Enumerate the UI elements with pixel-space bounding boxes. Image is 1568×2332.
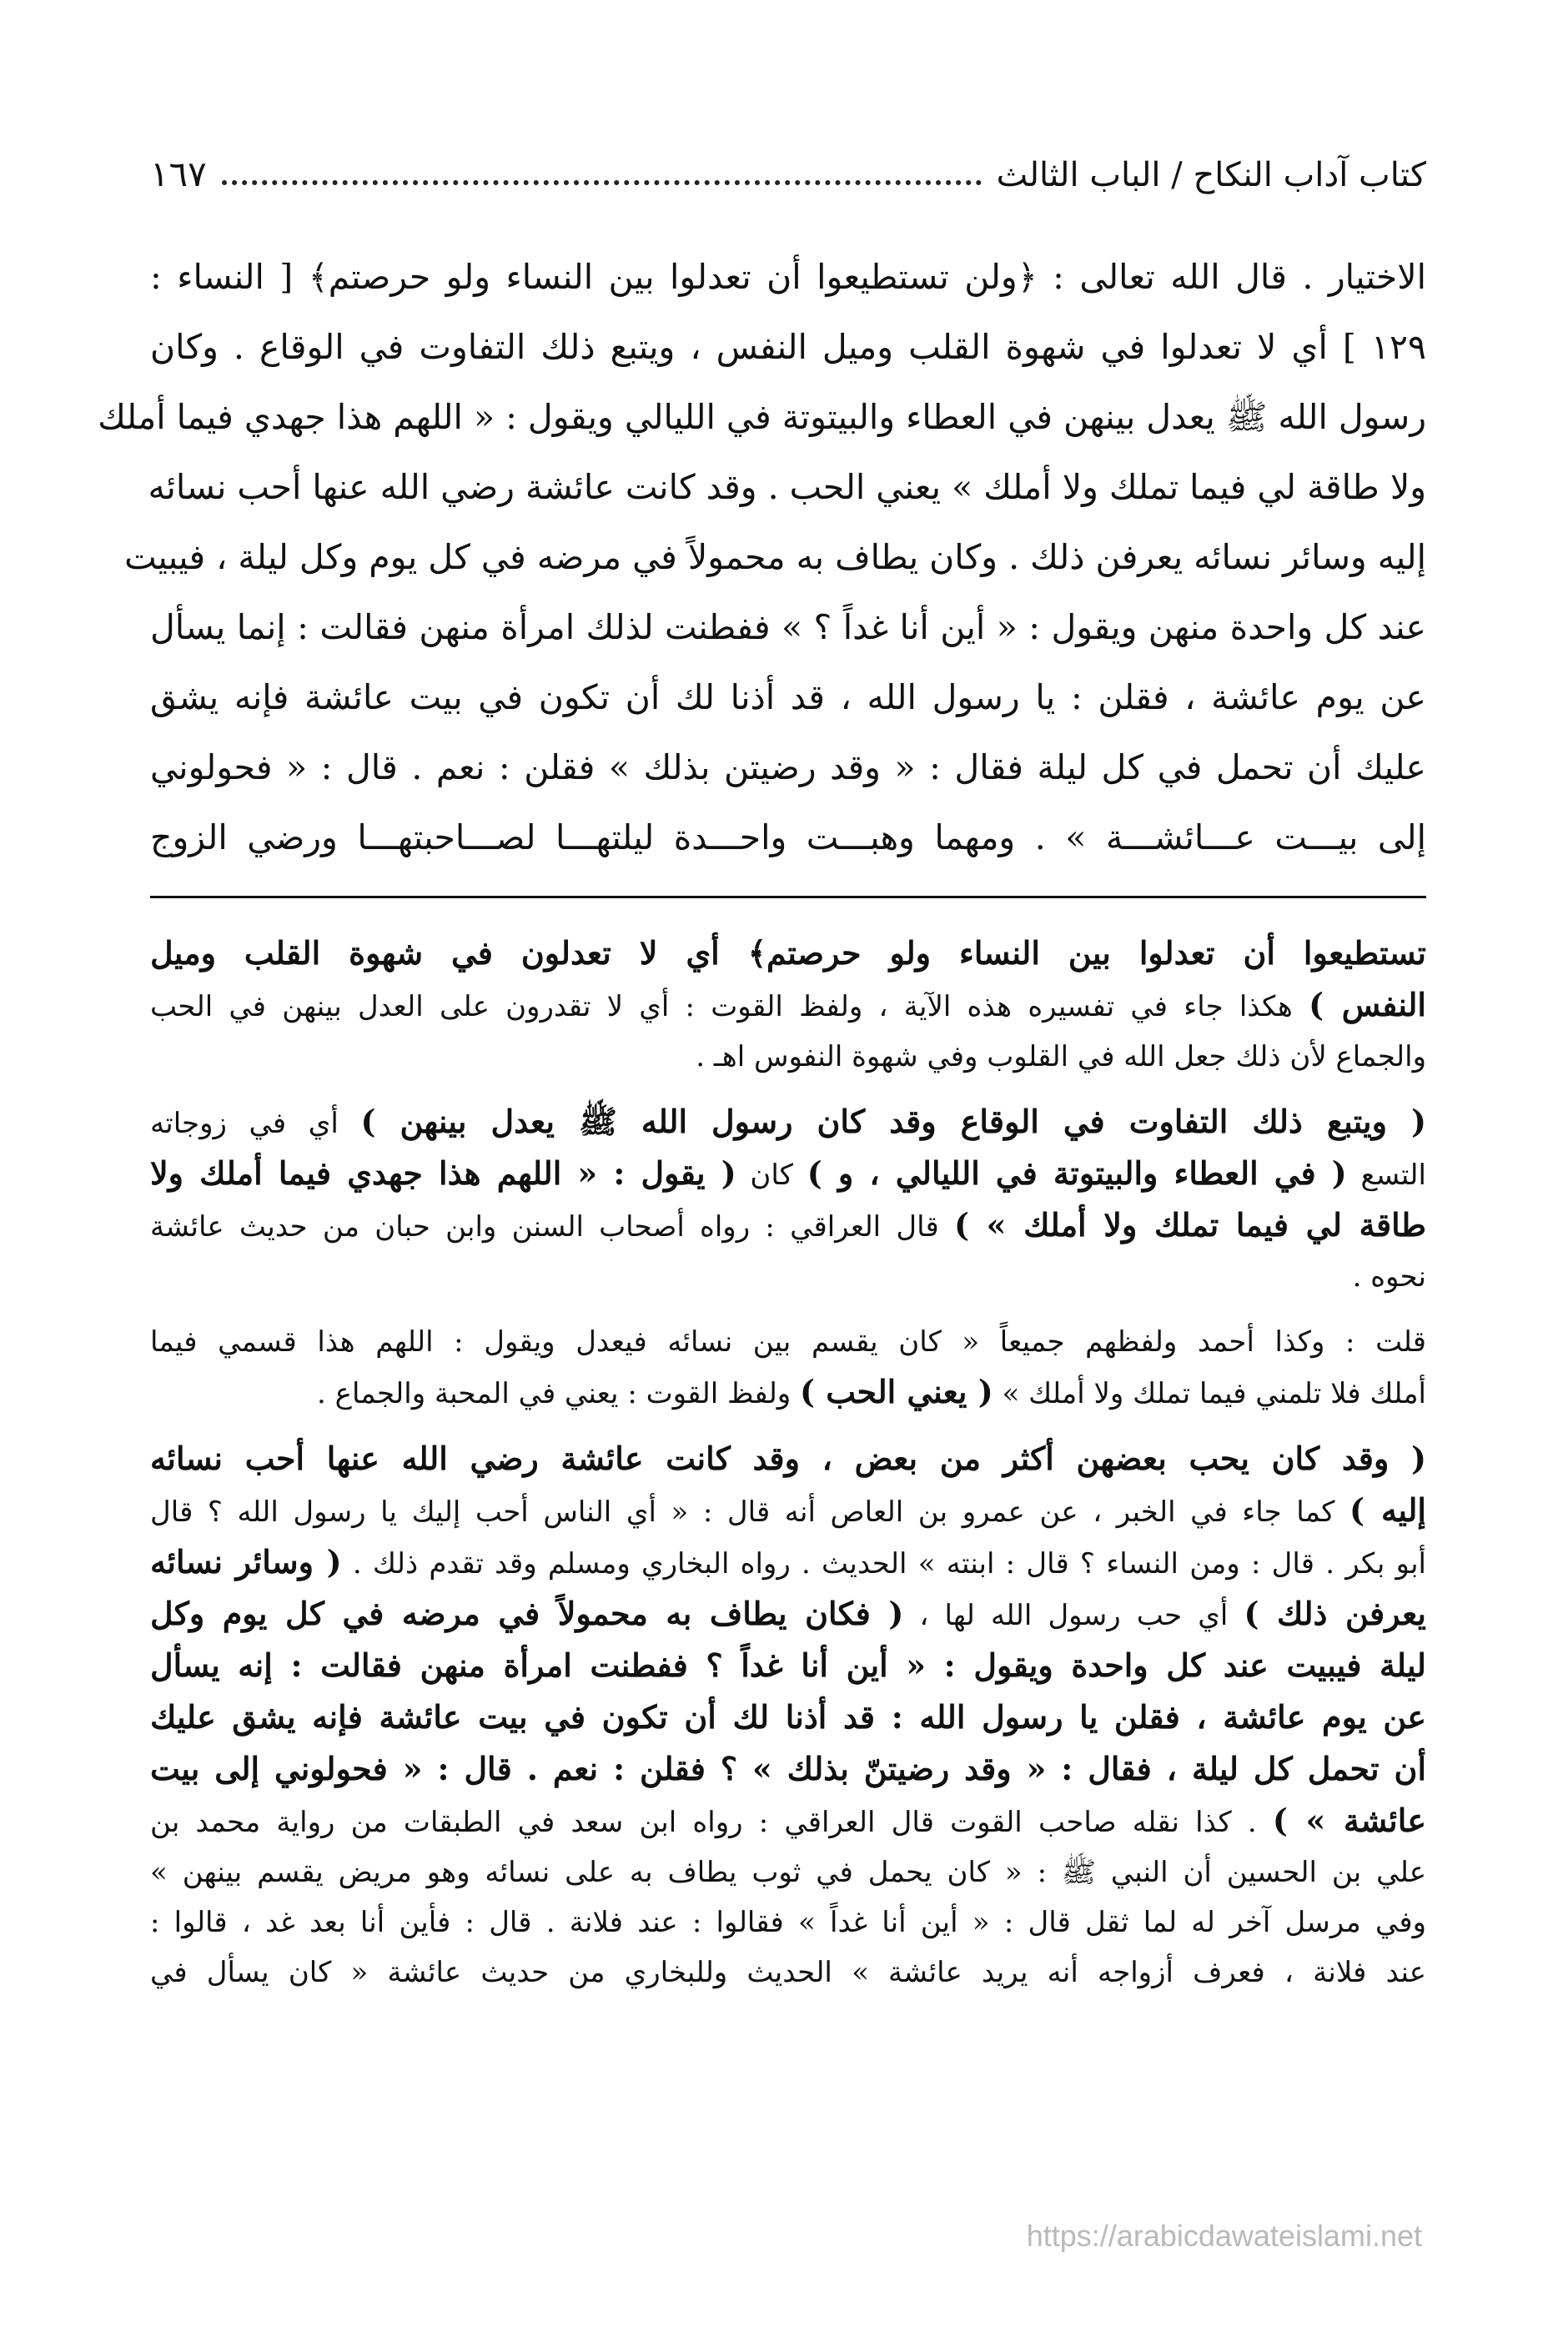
commentary-text: كان (736, 1158, 807, 1192)
commentary-line (150, 1367, 1426, 1419)
quoted-text: ليلة فيبيت عند كل واحدة ويقول : « أين أنا غداً ؟ ففطنت امرأة منهن فقالت : إنه يسأل (150, 1646, 1426, 1684)
commentary-line (150, 980, 1426, 1032)
main-text-line: عن يوم عائشة ، فقلن : يا رسول الله ، قد أذنا لك أن تكون في بيت عائشة فإنه يشق (150, 677, 1426, 717)
commentary-text: والجماع لأن ذلك جعل الله في القلوب وفي شهوة النفوس اهـ . (696, 1040, 1426, 1073)
commentary-line (150, 928, 1426, 980)
dotted-leader (222, 180, 982, 185)
commentary-text: علي بن الحسين أن النبي ﷺ : « كان يحمل في ثوب يطاف به على نسائه وهو مريض يقسم بينهن » (150, 1856, 1426, 1889)
commentary-text: كما جاء في الخبر ، عن عمرو بن العاص أنه قال : « أي الناس أحب إليك يا رسول الله ؟ قال (150, 1495, 1350, 1529)
main-text-line: إليه وسائر نسائه يعرفن ذلك . وكان يطاف به محمولاً في مرضه في كل يوم وكل ليلة ، فيبيت (124, 537, 1426, 577)
main-text-line: ١٢٩ ] أي لا تعدلوا في شهوة القلب وميل النفس ، ويتبع ذلك التفاوت في الوقاع . وكان (150, 327, 1426, 367)
commentary-line (150, 1897, 1426, 1948)
main-text-line: عند كل واحدة منهن ويقول : « أين أنا غداً ؟ » ففطنت لذلك امرأة منهن فقالت : إنما يسأل (150, 607, 1426, 647)
quoted-text: ( ويتبع ذلك التفاوت في الوقاع وقد كان رسول الله ﷺ يعدل بينهن ) (360, 1103, 1427, 1140)
commentary-paragraph (150, 1317, 1426, 1419)
quoted-text: ( وسائر نسائه (150, 1543, 342, 1581)
commentary-text: نحوه . (1352, 1260, 1426, 1294)
commentary-line (150, 1744, 1426, 1796)
main-text-line: عليك أن تحمل في كل ليلة فقال : « وقد رضيتن بذلك » فقلن : نعم . قال : « فحولوني (150, 747, 1426, 787)
quoted-text: ( في العطاء والبيتوتة في الليالي ، و ) (807, 1154, 1347, 1192)
commentary-line (150, 1148, 1426, 1200)
quoted-text: طاقة لي فيما تملك ولا أملك » ) (953, 1206, 1426, 1244)
commentary-paragraph (150, 1097, 1426, 1302)
commentary-line (150, 1317, 1426, 1367)
commentary-line (150, 1097, 1426, 1148)
main-text-line: رسول الله ﷺ يعدل بينهن في العطاء والبيتوتة في الليالي ويقول : « اللهم هذا جهدي فيما أملك (98, 397, 1426, 437)
main-text-line: إلى بيـــت عـــائشـــة » . ومهما وهبـــت واحـــدة ليلتهـــا لصـــاحبتهـــا ورضي الزوج (150, 817, 1426, 857)
commentary-text: أي حب رسول الله لها ، (903, 1599, 1244, 1632)
commentary-text: . كذا نقله صاحب القوت قال العراقي : رواه ابن سعد في الطبقات من رواية محمد بن (150, 1806, 1273, 1839)
commentary-line (150, 1948, 1426, 1998)
main-text-line: الاختيار . قال الله تعالى : ﴿ولن تستطيعوا أن تعدلوا بين النساء ولو حرصتم﴾ [ النساء : (150, 257, 1426, 297)
page-number: ١٦٧ (150, 153, 207, 194)
main-text (98, 242, 1426, 872)
commentary-text: قلت : وكذا أحمد ولفظهم جميعاً « كان يقسم بين نسائه فيعدل ويقول : اللهم هذا قسمي فيما (150, 1325, 1426, 1359)
commentary-line (150, 1796, 1426, 1847)
commentary-line (150, 1485, 1426, 1537)
commentary-line (150, 1200, 1426, 1252)
commentary-text: هكذا جاء في تفسيره هذه الآية ، ولفظ القوت : أي لا تقدرون على العدل بينهن في الحب (150, 990, 1309, 1023)
quoted-text: تستطيعوا أن تعدلوا بين النساء ولو حرصتم﴾ أي لا تعدلون في شهوة القلب وميل (150, 934, 1426, 972)
commentary-paragraph (150, 1434, 1426, 1998)
quoted-text: إليه ) (1349, 1491, 1426, 1529)
main-text-line: ولا طاقة لي فيما تملك ولا أملك » يعني الحب . وقد كانت عائشة رضي الله عنها أحب نسائه (148, 467, 1426, 507)
quoted-text: عائشة » ) (1272, 1802, 1426, 1839)
commentary-line (150, 1537, 1426, 1589)
commentary-text: ولفظ القوت : يعني في المحبة والجماع . (317, 1377, 801, 1410)
commentary-line (150, 1032, 1426, 1082)
commentary-text: أي في زوجاته (150, 1107, 361, 1140)
commentary-paragraph (150, 928, 1426, 1082)
commentary-line (150, 1434, 1426, 1485)
commentary-line (150, 1589, 1426, 1641)
book-page (98, 125, 1427, 2282)
commentary-line (150, 1252, 1426, 1302)
quoted-text: ( يقول : « اللهم هذا جهدي فيما أملك ولا (150, 1154, 736, 1192)
quoted-text: يعرفن ذلك ) (1244, 1595, 1426, 1632)
quoted-text: عن يوم عائشة ، فقلن يا رسول الله : قد أذنا لك أن تكون في بيت عائشة فإنه يشق عليك (150, 1698, 1426, 1736)
quoted-text: أن تحمل كل ليلة ، فقال : « وقد رضيتنّ بذلك » ؟ فقلن : نعم . قال : « فحولوني إلى بيت (150, 1750, 1426, 1787)
commentary-text: أملك فلا تلمني فيما تملك ولا أملك » (993, 1377, 1426, 1410)
commentary-text: عند فلانة ، فعرف أزواجه أنه يريد عائشة » الحديث وللبخاري من حديث عائشة « كان يسأل في (150, 1956, 1426, 1989)
quoted-text: النفس ) (1309, 986, 1426, 1023)
running-title: كتاب آداب النكاح / الباب الثالث (996, 156, 1426, 194)
source-watermark: https://arabicdawateislami.net (1026, 2219, 1422, 2253)
commentary-text: أبو بكر . قال : ومن النساء ؟ قال : ابنته » الحديث . رواه البخاري ومسلم وقد تقدم ذلك . (341, 1547, 1426, 1581)
commentary-line (150, 1641, 1426, 1692)
commentary-line (150, 1692, 1426, 1744)
quoted-text: ( يعني الحب ) (800, 1373, 993, 1410)
commentary-text: قال العراقي : رواه أصحاب السنن وابن حبان من حديث عائشة (150, 1210, 954, 1244)
commentary (150, 928, 1426, 1998)
commentary-line (150, 1847, 1426, 1897)
quoted-text: ( فكان يطاف به محمولاً في مرضه في كل يوم وكل (150, 1595, 904, 1632)
commentary-text: وفي مرسل آخر له لما ثقل قال : « أين أنا غداً » فقالوا : عند فلانة . قال : فأين أنا بعد غد ، قالوا : (150, 1906, 1426, 1939)
text-separator-rule (150, 896, 1426, 898)
commentary-text: التسع (1346, 1158, 1426, 1192)
quoted-text: ( وقد كان يحب بعضهن أكثر من بعض ، وقد كانت عائشة رضي الله عنها أحب نسائه (150, 1440, 1426, 1477)
page-header (150, 125, 1426, 192)
